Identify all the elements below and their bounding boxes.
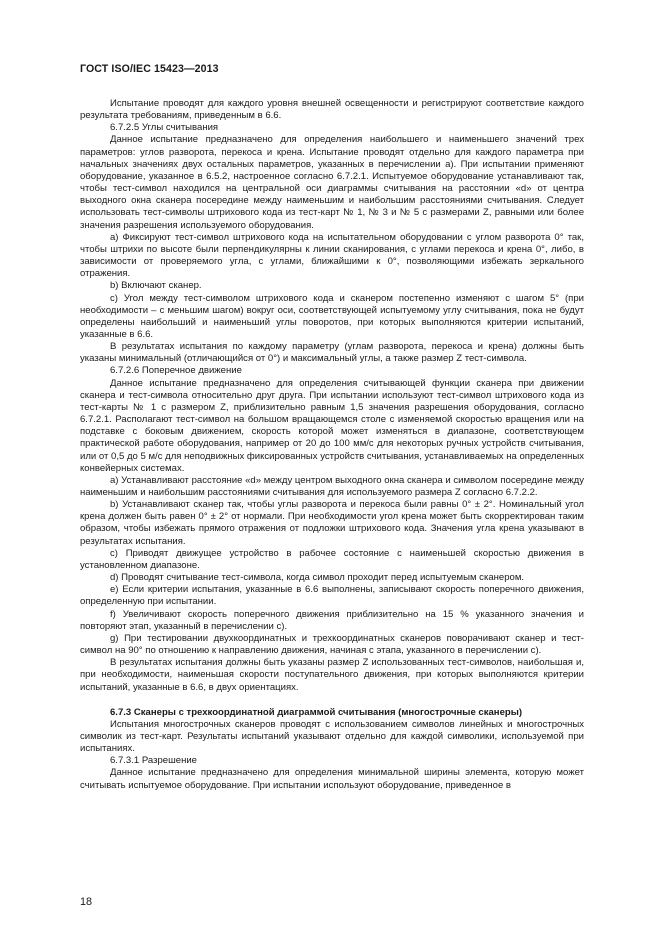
list-item: f) Увеличивают скорость поперечного движения приблизительно на 15 % указанного значения и повторяют этап, указанный в перечислении с). — [80, 608, 584, 632]
list-item: g) При тестировании двухкоординатных и трехкоординатных сканеров поворачивают сканер и тест-символ на 90° по отношению к направлению движения, начиная с этапа, указанного в перечислении с). — [80, 632, 584, 657]
paragraph: Данное испытание предназначено для определения считывающей функции сканера при движении сканера и тест-символа относительно друг друга. При испытании используют тест-символ штрихового кода из тест-карты № 1 с размером Z, приблизительно равным 1,5 значения разрешения оборудования, согласно 6.7.2.1. Располагают тест-символ на большом вращающемся столе с изменяемой скоростью вращения или на подставке с боковым движением, скорость которой может изменяться в диапазоне, соответствующем практической работе оборудования, например от 20 до 100 мм/с для некоторых ручных устройств считывания, или от 0,5 до 5 м/с для неподвижных фиксированных устройств считывания, устанавливаемых на определенных конвейерных системах. — [80, 377, 584, 474]
section-spacer — [80, 694, 584, 707]
section-heading: 6.7.3 Сканеры с трехкоординатной диаграммой считывания (многострочные сканеры) — [110, 706, 523, 718]
page-number: 18 — [80, 896, 93, 908]
list-item: с) Угол между тест-символом штрихового кода и сканером постепенно изменяют с шагом 5° (при необходимости – с меньшим шагом) вокруг оси, соответствующей испытуемому углу считывания, пока не будут определены наибольший и наименьший углы поворотов, при которых выполняются критерии испытаний, указанные в 6.6. — [80, 292, 584, 340]
document-body — [80, 98, 584, 792]
paragraph: Данное испытание предназначено для определения наибольшего и наименьшего значений трех параметров: углов разворота, перекоса и крена. Испытание проводят отдельно для каждого параметра при начальных значениях двух остальных параметров, указанных в перечислении а). При испытании применяют оборудование, указанное в 6.5.2, настроенное согласно 6.7.2.1. Испытуемое оборудование устанавливают так, чтобы тест-символ находился на центральной оси диаграммы считывания на расстоянии «d» от центра выходного окна сканера посередине между наименьшим и наибольшим расстояниями считывания. Следует использовать тест-символы штрихового кода из тест-карт № 1, № 3 и № 5 с размерами Z, равными или более значения разрешения используемого оборудования. — [80, 134, 584, 231]
list-item: а) Устанавливают расстояние «d» между центром выходного окна сканера и символом посередине между наименьшим и наибольшим расстояниями считывания для используемого размера Z согласно 6.7.2.2. — [80, 474, 584, 498]
subsection-heading: 6.7.2.5 Углы считывания — [110, 122, 219, 134]
list-item: с) Приводят движущее устройство в рабочее состояние с наименьшей скоростью движения в установленном диапазоне. — [80, 547, 584, 571]
paragraph: В результатах испытания по каждому параметру (углам разворота, перекоса и крена) должны быть указаны минимальный (отличающийся от 0°) и максимальный углы, а также размер Z тест-символа. — [80, 341, 584, 365]
paragraph: Данное испытание предназначено для определения минимальной ширины элемента, которую может считывать испытуемое оборудование. При испытании используют оборудование, приведенное в — [80, 767, 584, 791]
paragraph: В результатах испытания должны быть указаны размер Z использованных тест-символов, наибольшая и, при необходимости, наименьшая скорости поступательного движения, при которых выполняются критерии испытаний, указанные в 6.6, в двух ориентациях. — [80, 657, 584, 693]
list-item: е) Если критерии испытания, указанные в 6.6 выполнены, записывают скорость поперечного движения, определенную при испытании. — [80, 584, 584, 608]
list-item: b) Включают сканер. — [110, 280, 202, 292]
list-item: b) Устанавливают сканер так, чтобы углы разворота и перекоса были равны 0° ± 2°. Номинальный угол крена должен быть равен 0° ± 2° от нормали. При необходимости угол крена может быть скорректирован таким образом, чтобы избежать прямого отражения от подложки штрихового кода. Значения угла крена указывают в результатах испытания. — [80, 499, 584, 547]
list-item: d) Проводят считывание тест-символа, когда символ проходит перед испытуемым сканером. — [110, 572, 525, 584]
paragraph: Испытание проводят для каждого уровня внешней освещенности и регистрируют соответствие каждого результата требованиям, приведенным в 6.6. — [80, 98, 584, 122]
subsection-heading: 6.7.3.1 Разрешение — [110, 755, 197, 767]
paragraph: Испытания многострочных сканеров проводят с использованием символов линейных и многострочных символик из тест-карт. Результаты испытаний указывают отдельно для каждой символики, используемой при испытаниях. — [80, 718, 584, 755]
subsection-heading: 6.7.2.6 Поперечное движение — [110, 365, 242, 377]
document-header: ГОСТ ISO/IEC 15423—2013 — [80, 63, 219, 75]
list-item: а) Фиксируют тест-символ штрихового кода на испытательном оборудовании с углом разворота 0° так, чтобы штрихи по высоте были перпендикулярны к линии сканирования, с углами перекоса и крена 0°, либо, в зависимости от проверяемого угла, с углами, ближайшими к 0°, позволяющими избежать зеркального отражения. — [80, 231, 584, 280]
